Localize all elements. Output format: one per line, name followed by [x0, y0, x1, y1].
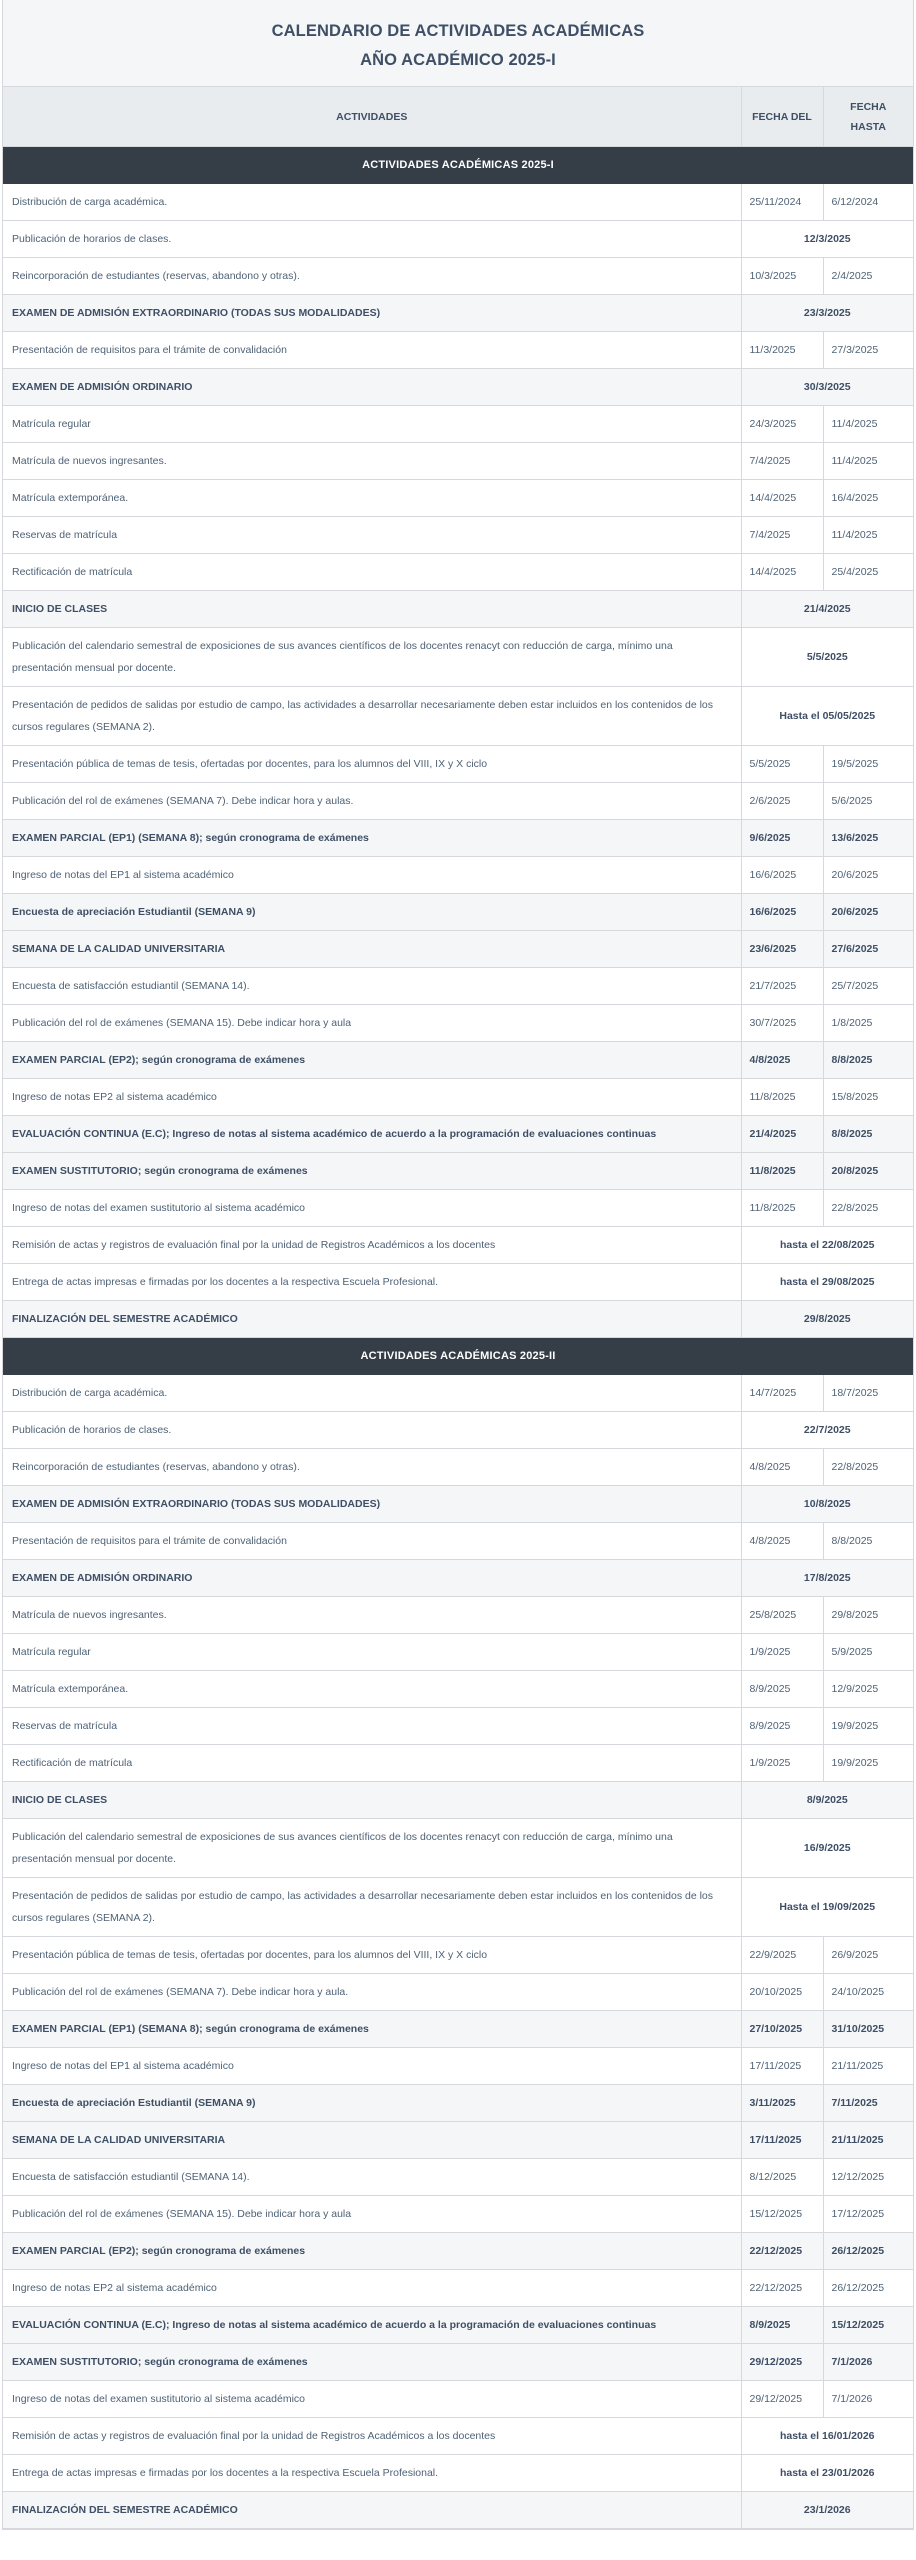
activity-name: Publicación del rol de exámenes (SEMANA 7). Debe indicar hora y aula.: [3, 1974, 741, 2011]
activity-name: SEMANA DE LA CALIDAD UNIVERSITARIA: [3, 2122, 741, 2159]
activity-name: EXAMEN DE ADMISIÓN ORDINARIO: [3, 369, 741, 406]
date-from: 29/12/2025: [741, 2344, 823, 2381]
date-to: 11/4/2025: [823, 406, 913, 443]
table-row: [3, 2122, 913, 2159]
date-to: 2/4/2025: [823, 258, 913, 295]
table-row: [3, 1264, 913, 1301]
table-row: [3, 295, 913, 332]
table-row: [3, 1708, 913, 1745]
table-row: [3, 1523, 913, 1560]
activity-name: Publicación del calendario semestral de exposiciones de sus avances científicos de los docentes renacyt con reducción de carga, mínimo una presentación mensual por docente.: [3, 1819, 741, 1878]
date-to: 21/11/2025: [823, 2048, 913, 2085]
activity-name: Entrega de actas impresas e firmadas por los docentes a la respectiva Escuela Profesional.: [3, 2455, 741, 2492]
activity-name: Presentación de requisitos para el trámite de convalidación: [3, 1523, 741, 1560]
date-from: 2/6/2025: [741, 783, 823, 820]
date-from: 27/10/2025: [741, 2011, 823, 2048]
date-to: 20/6/2025: [823, 857, 913, 894]
activity-date: 8/9/2025: [741, 1782, 913, 1819]
table-row: [3, 1486, 913, 1523]
activity-name: EXAMEN PARCIAL (EP1) (SEMANA 8); según cronograma de exámenes: [3, 2011, 741, 2048]
header-to: [823, 87, 913, 147]
date-to: 8/8/2025: [823, 1042, 913, 1079]
date-to: 5/9/2025: [823, 1634, 913, 1671]
activity-name: Encuesta de satisfacción estudiantil (SEMANA 14).: [3, 2159, 741, 2196]
activity-date: Hasta el 19/09/2025: [741, 1878, 913, 1937]
table-row: [3, 2270, 913, 2307]
activity-date: 12/3/2025: [741, 221, 913, 258]
table-row: [3, 221, 913, 258]
date-from: 5/5/2025: [741, 746, 823, 783]
table-row: [3, 1597, 913, 1634]
table-row: [3, 894, 913, 931]
table-row: [3, 1412, 913, 1449]
date-from: 4/8/2025: [741, 1042, 823, 1079]
date-from: 14/4/2025: [741, 480, 823, 517]
date-to: 6/12/2024: [823, 184, 913, 221]
table-row: [3, 2233, 913, 2270]
table-row: [3, 628, 913, 687]
activity-name: Ingreso de notas del EP1 al sistema académico: [3, 857, 741, 894]
activity-name: Reservas de matrícula: [3, 517, 741, 554]
activity-name: Publicación del rol de exámenes (SEMANA 15). Debe indicar hora y aula: [3, 2196, 741, 2233]
date-from: 14/7/2025: [741, 1375, 823, 1412]
date-to: 15/12/2025: [823, 2307, 913, 2344]
table-row: [3, 1042, 913, 1079]
table-row: [3, 820, 913, 857]
activity-date: 10/8/2025: [741, 1486, 913, 1523]
table-row: [3, 2159, 913, 2196]
activity-name: Matrícula regular: [3, 1634, 741, 1671]
table-row: [3, 931, 913, 968]
date-from: 21/4/2025: [741, 1116, 823, 1153]
date-to: 20/6/2025: [823, 894, 913, 931]
table-header-row: [3, 87, 913, 147]
date-to: 7/11/2025: [823, 2085, 913, 2122]
date-from: 8/9/2025: [741, 2307, 823, 2344]
table-body: [3, 147, 913, 2529]
date-to: 31/10/2025: [823, 2011, 913, 2048]
date-from: 16/6/2025: [741, 857, 823, 894]
table-row: [3, 2418, 913, 2455]
table-row: [3, 1782, 913, 1819]
activity-name: EXAMEN DE ADMISIÓN EXTRAORDINARIO (TODAS SUS MODALIDADES): [3, 1486, 741, 1523]
activity-name: Presentación de requisitos para el trámite de convalidación: [3, 332, 741, 369]
activity-name: Encuesta de satisfacción estudiantil (SEMANA 14).: [3, 968, 741, 1005]
activity-date: Hasta el 05/05/2025: [741, 687, 913, 746]
date-from: 17/11/2025: [741, 2048, 823, 2085]
date-from: 1/9/2025: [741, 1745, 823, 1782]
date-to: 8/8/2025: [823, 1523, 913, 1560]
table-row: [3, 480, 913, 517]
activity-name: Reservas de matrícula: [3, 1708, 741, 1745]
date-from: 8/12/2025: [741, 2159, 823, 2196]
activity-name: EVALUACIÓN CONTINUA (E.C); Ingreso de notas al sistema académico de acuerdo a la programación de evaluaciones continuas: [3, 2307, 741, 2344]
activity-name: Distribución de carga académica.: [3, 184, 741, 221]
table-row: [3, 443, 913, 480]
table-row: [3, 857, 913, 894]
activity-name: EXAMEN SUSTITUTORIO; según cronograma de exámenes: [3, 2344, 741, 2381]
activity-name: Presentación pública de temas de tesis, ofertadas por docentes, para los alumnos del VIII, IX y X ciclo: [3, 1937, 741, 1974]
activity-name: Ingreso de notas del examen sustitutorio al sistema académico: [3, 2381, 741, 2418]
section-title: ACTIVIDADES ACADÉMICAS 2025-II: [3, 1338, 913, 1375]
date-from: 3/11/2025: [741, 2085, 823, 2122]
header-activities: ACTIVIDADES: [3, 87, 741, 147]
date-from: 11/8/2025: [741, 1079, 823, 1116]
table-row: [3, 1974, 913, 2011]
table-row: [3, 2455, 913, 2492]
date-to: 26/12/2025: [823, 2270, 913, 2307]
date-to: 19/5/2025: [823, 746, 913, 783]
table-row: [3, 332, 913, 369]
date-from: 9/6/2025: [741, 820, 823, 857]
activity-name: EXAMEN PARCIAL (EP2); según cronograma de exámenes: [3, 1042, 741, 1079]
calendar-page: [2, 0, 914, 2530]
activity-name: Matrícula extemporánea.: [3, 1671, 741, 1708]
activity-name: Encuesta de apreciación Estudiantil (SEMANA 9): [3, 894, 741, 931]
section-header-row: [3, 147, 913, 184]
date-from: 14/4/2025: [741, 554, 823, 591]
date-from: 1/9/2025: [741, 1634, 823, 1671]
activity-name: Remisión de actas y registros de evaluación final por la unidad de Registros Académicos a los docentes: [3, 1227, 741, 1264]
activity-name: Publicación de horarios de clases.: [3, 221, 741, 258]
table-row: [3, 1227, 913, 1264]
section-title: ACTIVIDADES ACADÉMICAS 2025-I: [3, 147, 913, 184]
date-from: 22/12/2025: [741, 2233, 823, 2270]
date-to: 7/1/2026: [823, 2344, 913, 2381]
table-row: [3, 2085, 913, 2122]
activity-name: Publicación del rol de exámenes (SEMANA 15). Debe indicar hora y aula: [3, 1005, 741, 1042]
table-row: [3, 2381, 913, 2418]
table-row: [3, 1190, 913, 1227]
table-row: [3, 1560, 913, 1597]
activity-name: Remisión de actas y registros de evaluación final por la unidad de Registros Académicos a los docentes: [3, 2418, 741, 2455]
date-from: 20/10/2025: [741, 1974, 823, 2011]
date-from: 11/8/2025: [741, 1190, 823, 1227]
activity-name: Entrega de actas impresas e firmadas por los docentes a la respectiva Escuela Profesional.: [3, 1264, 741, 1301]
date-to: 29/8/2025: [823, 1597, 913, 1634]
date-from: 23/6/2025: [741, 931, 823, 968]
table-row: [3, 968, 913, 1005]
table-row: [3, 1819, 913, 1878]
table-row: [3, 1878, 913, 1937]
date-to: 24/10/2025: [823, 1974, 913, 2011]
table-row: [3, 1745, 913, 1782]
date-from: 4/8/2025: [741, 1449, 823, 1486]
date-from: 11/8/2025: [741, 1153, 823, 1190]
date-to: 12/12/2025: [823, 2159, 913, 2196]
table-row: [3, 1153, 913, 1190]
date-to: 26/12/2025: [823, 2233, 913, 2270]
activity-name: Presentación de pedidos de salidas por estudio de campo, las actividades a desarrollar necesariamente deben estar incluidos en los contenidos de los cursos regulares (SEMANA 2).: [3, 687, 741, 746]
activity-name: EXAMEN DE ADMISIÓN EXTRAORDINARIO (TODAS SUS MODALIDADES): [3, 295, 741, 332]
date-from: 17/11/2025: [741, 2122, 823, 2159]
title-block: [3, 0, 913, 87]
date-to: 11/4/2025: [823, 517, 913, 554]
date-from: 7/4/2025: [741, 443, 823, 480]
date-from: 22/12/2025: [741, 2270, 823, 2307]
table-row: [3, 1449, 913, 1486]
activity-name: Presentación de pedidos de salidas por estudio de campo, las actividades a desarrollar necesariamente deben estar incluidos en los contenidos de los cursos regulares (SEMANA 2).: [3, 1878, 741, 1937]
activity-name: Ingreso de notas del examen sustitutorio al sistema académico: [3, 1190, 741, 1227]
activity-date: 21/4/2025: [741, 591, 913, 628]
table-row: [3, 1301, 913, 1338]
date-to: 20/8/2025: [823, 1153, 913, 1190]
activity-name: Ingreso de notas EP2 al sistema académico: [3, 2270, 741, 2307]
activity-name: Publicación del calendario semestral de exposiciones de sus avances científicos de los docentes renacyt con reducción de carga, mínimo una presentación mensual por docente.: [3, 628, 741, 687]
date-to: 15/8/2025: [823, 1079, 913, 1116]
table-row: [3, 1634, 913, 1671]
date-from: 4/8/2025: [741, 1523, 823, 1560]
table-row: [3, 746, 913, 783]
table-row: [3, 2344, 913, 2381]
date-from: 24/3/2025: [741, 406, 823, 443]
activity-name: Rectificación de matrícula: [3, 1745, 741, 1782]
activity-date: hasta el 23/01/2026: [741, 2455, 913, 2492]
header-from: FECHA DEL: [741, 87, 823, 147]
activity-date: 16/9/2025: [741, 1819, 913, 1878]
table-row: [3, 2492, 913, 2529]
activity-name: Rectificación de matrícula: [3, 554, 741, 591]
date-from: 16/6/2025: [741, 894, 823, 931]
date-from: 8/9/2025: [741, 1671, 823, 1708]
activity-date: 5/5/2025: [741, 628, 913, 687]
date-to: 21/11/2025: [823, 2122, 913, 2159]
table-row: [3, 1937, 913, 1974]
date-to: 22/8/2025: [823, 1449, 913, 1486]
date-to: 1/8/2025: [823, 1005, 913, 1042]
date-from: 10/3/2025: [741, 258, 823, 295]
table-row: [3, 591, 913, 628]
activity-name: SEMANA DE LA CALIDAD UNIVERSITARIA: [3, 931, 741, 968]
activity-name: EVALUACIÓN CONTINUA (E.C); Ingreso de notas al sistema académico de acuerdo a la programación de evaluaciones continuas: [3, 1116, 741, 1153]
table-row: [3, 406, 913, 443]
section-header-row: [3, 1338, 913, 1375]
date-to: 27/3/2025: [823, 332, 913, 369]
table-row: [3, 554, 913, 591]
activity-name: EXAMEN DE ADMISIÓN ORDINARIO: [3, 1560, 741, 1597]
activity-name: EXAMEN PARCIAL (EP1) (SEMANA 8); según cronograma de exámenes: [3, 820, 741, 857]
date-to: 19/9/2025: [823, 1745, 913, 1782]
table-row: [3, 687, 913, 746]
activity-name: Matrícula de nuevos ingresantes.: [3, 443, 741, 480]
activity-name: Encuesta de apreciación Estudiantil (SEMANA 9): [3, 2085, 741, 2122]
table-row: [3, 1375, 913, 1412]
date-to: 19/9/2025: [823, 1708, 913, 1745]
table-row: [3, 1671, 913, 1708]
activity-date: 22/7/2025: [741, 1412, 913, 1449]
table-row: [3, 369, 913, 406]
date-from: 25/8/2025: [741, 1597, 823, 1634]
activity-name: Presentación pública de temas de tesis, ofertadas por docentes, para los alumnos del VIII, IX y X ciclo: [3, 746, 741, 783]
page-title: CALENDARIO DE ACTIVIDADES ACADÉMICAS: [271, 22, 645, 40]
activity-date: 17/8/2025: [741, 1560, 913, 1597]
date-from: 25/11/2024: [741, 184, 823, 221]
activity-date: hasta el 22/08/2025: [741, 1227, 913, 1264]
table-row: [3, 1116, 913, 1153]
activity-name: Reincorporación de estudiantes (reservas, abandono y otras).: [3, 258, 741, 295]
table-row: [3, 2307, 913, 2344]
date-to: 5/6/2025: [823, 783, 913, 820]
header-to-line2: HASTA: [850, 120, 886, 133]
date-from: 29/12/2025: [741, 2381, 823, 2418]
date-from: 8/9/2025: [741, 1708, 823, 1745]
activity-name: EXAMEN SUSTITUTORIO; según cronograma de exámenes: [3, 1153, 741, 1190]
activity-date: hasta el 29/08/2025: [741, 1264, 913, 1301]
activity-name: Distribución de carga académica.: [3, 1375, 741, 1412]
date-from: 30/7/2025: [741, 1005, 823, 1042]
date-to: 12/9/2025: [823, 1671, 913, 1708]
activity-date: 23/3/2025: [741, 295, 913, 332]
date-to: 25/7/2025: [823, 968, 913, 1005]
date-from: 22/9/2025: [741, 1937, 823, 1974]
date-to: 8/8/2025: [823, 1116, 913, 1153]
activity-date: 29/8/2025: [741, 1301, 913, 1338]
activity-name: Ingreso de notas EP2 al sistema académico: [3, 1079, 741, 1116]
date-to: 13/6/2025: [823, 820, 913, 857]
date-from: 21/7/2025: [741, 968, 823, 1005]
date-to: 7/1/2026: [823, 2381, 913, 2418]
date-to: 25/4/2025: [823, 554, 913, 591]
date-to: 22/8/2025: [823, 1190, 913, 1227]
header-to-line1: FECHA: [850, 100, 887, 113]
date-from: 15/12/2025: [741, 2196, 823, 2233]
activity-name: Reincorporación de estudiantes (reservas, abandono y otras).: [3, 1449, 741, 1486]
activity-name: Matrícula extemporánea.: [3, 480, 741, 517]
date-from: 11/3/2025: [741, 332, 823, 369]
date-to: 11/4/2025: [823, 443, 913, 480]
activity-name: Matrícula regular: [3, 406, 741, 443]
date-from: 7/4/2025: [741, 517, 823, 554]
activity-name: Matrícula de nuevos ingresantes.: [3, 1597, 741, 1634]
table-row: [3, 2048, 913, 2085]
activity-name: Ingreso de notas del EP1 al sistema académico: [3, 2048, 741, 2085]
activity-name: INICIO DE CLASES: [3, 591, 741, 628]
date-to: 17/12/2025: [823, 2196, 913, 2233]
table-row: [3, 783, 913, 820]
activity-date: 23/1/2026: [741, 2492, 913, 2529]
table-row: [3, 2196, 913, 2233]
table-row: [3, 184, 913, 221]
activity-name: FINALIZACIÓN DEL SEMESTRE ACADÉMICO: [3, 1301, 741, 1338]
table-row: [3, 1005, 913, 1042]
table-row: [3, 2011, 913, 2048]
activities-table: [3, 87, 913, 2529]
date-to: 16/4/2025: [823, 480, 913, 517]
activity-name: INICIO DE CLASES: [3, 1782, 741, 1819]
date-to: 27/6/2025: [823, 931, 913, 968]
activity-name: EXAMEN PARCIAL (EP2); según cronograma de exámenes: [3, 2233, 741, 2270]
activity-name: Publicación de horarios de clases.: [3, 1412, 741, 1449]
page-subtitle: AÑO ACADÉMICO 2025-I: [360, 51, 556, 69]
table-row: [3, 258, 913, 295]
activity-name: FINALIZACIÓN DEL SEMESTRE ACADÉMICO: [3, 2492, 741, 2529]
date-to: 26/9/2025: [823, 1937, 913, 1974]
table-row: [3, 517, 913, 554]
activity-date: hasta el 16/01/2026: [741, 2418, 913, 2455]
date-to: 18/7/2025: [823, 1375, 913, 1412]
activity-name: Publicación del rol de exámenes (SEMANA 7). Debe indicar hora y aulas.: [3, 783, 741, 820]
table-row: [3, 1079, 913, 1116]
activity-date: 30/3/2025: [741, 369, 913, 406]
